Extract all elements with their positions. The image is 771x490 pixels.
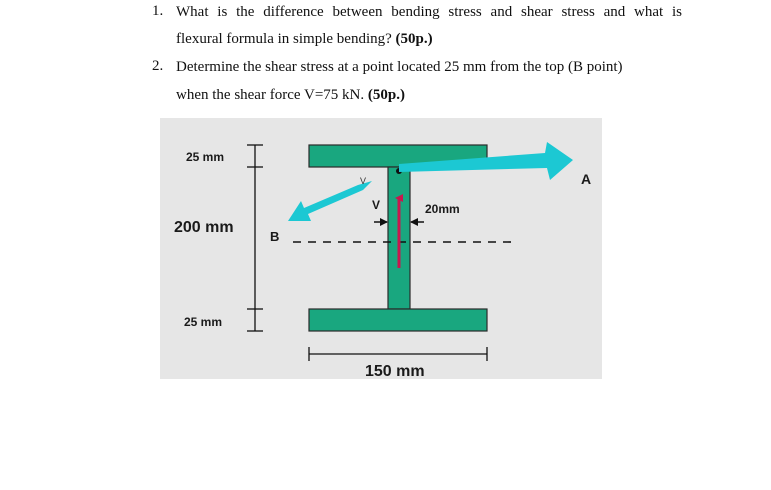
i-beam-figure [160, 118, 602, 379]
question-2-text: when the shear force V=75 kN. [176, 87, 365, 103]
question-2-points: (50p.) [367, 87, 405, 103]
label-total-height: 200 mm [174, 219, 234, 236]
question-1-number: 1. [152, 3, 164, 19]
question-2-number: 2. [152, 58, 164, 74]
question-1-text: flexural formula in simple bending? [176, 31, 392, 47]
question-1-line-1: What is the difference between bending stress and shear stress and what is [176, 4, 682, 20]
question-1-points: (50p.) [395, 31, 433, 47]
question-2-line-2 [176, 86, 405, 104]
label-bottom-flange: 25 mm [184, 315, 223, 329]
label-point-b: B [270, 229, 280, 244]
label-shear-v: V [372, 198, 381, 212]
question-1-line-2 [176, 30, 433, 48]
question-2-line-1: Determine the shear stress at a point located 25 mm from the top (B point) [176, 59, 623, 75]
label-top-flange: 25 mm [186, 150, 225, 164]
bottom-flange [309, 309, 487, 331]
label-point-a: A [581, 171, 592, 187]
label-width: 150 mm [365, 363, 425, 379]
label-shear-v-small: V [360, 176, 367, 186]
label-web-thickness: 20mm [425, 202, 460, 216]
